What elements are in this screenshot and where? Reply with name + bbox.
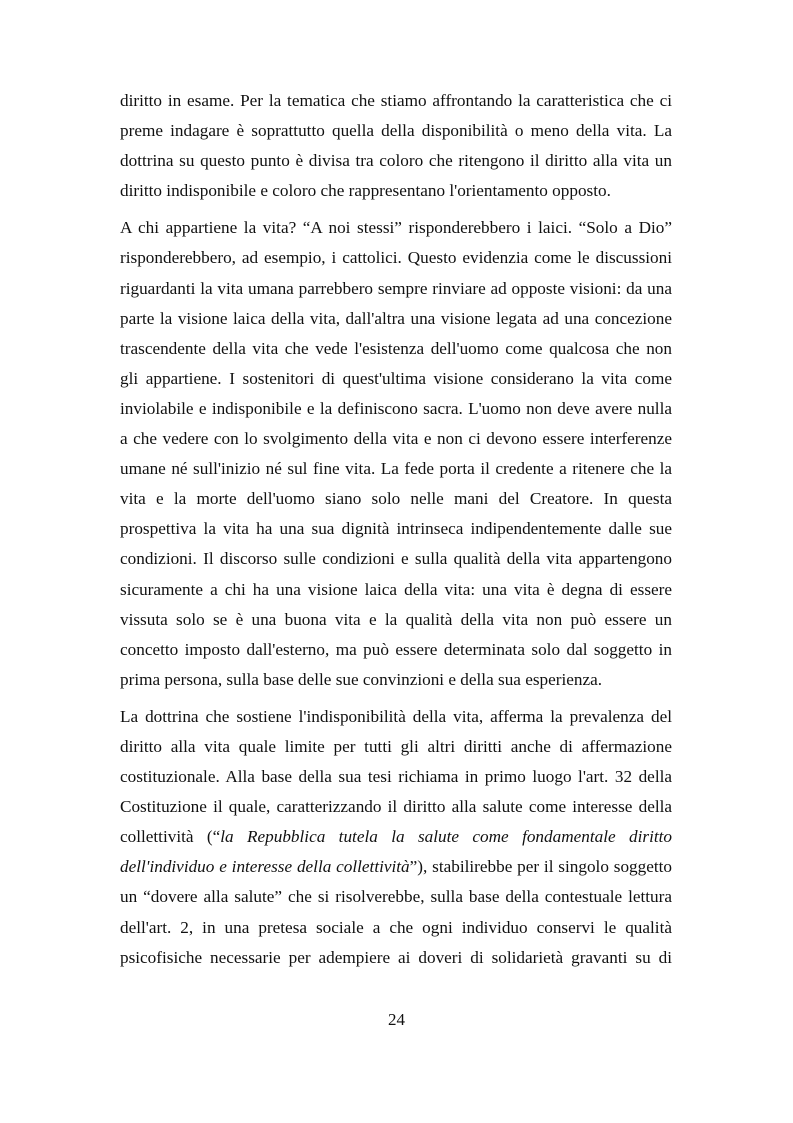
- text-line: costituzionale. Alla base della sua tesi richiama in primo luogo l'art. 32 della: [120, 767, 672, 787]
- text-line: diritto alla vita quale limite per tutti gli altri diritti anche di affermazione: [120, 736, 672, 756]
- text-line: trascendente della vita che vede l'esistenza dell'uomo come qualcosa che non: [120, 338, 672, 358]
- paragraph-2: [120, 213, 672, 695]
- text-line: gli appartiene. I sostenitori di quest'ultima visione considerano la vita come: [120, 368, 672, 388]
- paragraph-1: [120, 86, 672, 206]
- text-fragment: collettività (“: [120, 827, 221, 847]
- text-line: vita e la morte dell'uomo siano solo nelle mani del Creatore. In questa: [120, 489, 672, 509]
- text-line: parte la visione laica della vita, dall'altra una visione legata ad una concezione: [120, 308, 672, 328]
- text-line-with-quote: [120, 822, 672, 852]
- text-line: condizioni. Il discorso sulle condizioni e sulla qualità della vita appartengono: [120, 549, 672, 569]
- text-line: vissuta solo se è una buona vita e la qualità della vita non può essere un: [120, 609, 672, 629]
- page-number: 24: [388, 1010, 405, 1029]
- text-line: diritto in esame. Per la tematica che stiamo affrontando la caratteristica che ci: [120, 91, 672, 110]
- text-line: Costituzione il quale, caratterizzando il diritto alla salute come interesse della: [120, 797, 672, 817]
- text-line: riguardanti la vita umana parrebbero sempre rinviare ad opposte visioni: da una: [120, 278, 672, 298]
- text-line: diritto indisponibile e coloro che rappresentano l'orientamento opposto.: [120, 181, 611, 201]
- text-line: La dottrina che sostiene l'indisponibilità della vita, afferma la prevalenza del: [120, 706, 672, 726]
- page-body: [120, 86, 672, 980]
- text-line: dell'art. 2, in una pretesa sociale a che ogni individuo conservi le qualità: [120, 917, 672, 937]
- text-line: concetto imposto dall'esterno, ma può essere determinata solo dal soggetto in: [120, 639, 672, 659]
- text-line: prospettiva la vita ha una sua dignità intrinseca indipendentemente dalle sue: [120, 519, 672, 539]
- text-fragment: ”), stabilirebbe per il singolo soggetto: [409, 857, 672, 877]
- text-line: un “dovere alla salute” che si risolverebbe, sulla base della contestuale lettura: [120, 887, 672, 907]
- text-line: psicofisiche necessarie per adempiere ai doveri di solidarietà gravanti su di: [120, 947, 672, 967]
- text-line: preme indagare è soprattutto quella della disponibilità o meno della vita. La: [120, 121, 672, 141]
- text-line: prima persona, sulla base delle sue convinzioni e della sua esperienza.: [120, 669, 603, 689]
- text-line: sicuramente a chi ha una visione laica della vita: una vita è degna di essere: [120, 579, 672, 599]
- text-line: a che vedere con lo svolgimento della vita e non ci devono essere interferenze: [120, 429, 672, 449]
- text-line: risponderebbero, ad esempio, i cattolici. Questo evidenzia come le discussioni: [120, 248, 672, 268]
- paragraph-3: [120, 702, 672, 973]
- text-line: A chi appartiene la vita? “A noi stessi” risponderebbero i laici. “Solo a Dio”: [120, 218, 672, 238]
- text-line: dottrina su questo punto è divisa tra coloro che ritengono il diritto alla vita un: [120, 151, 672, 171]
- text-line-with-quote: [120, 852, 672, 882]
- text-line: umane né sull'inizio né sul fine vita. La fede porta il credente a ritenere che la: [120, 459, 672, 479]
- quoted-italic-text: dell'individuo e interesse della collettività: [120, 857, 410, 877]
- quoted-italic-text: la Repubblica tutela la salute come fondamentale diritto: [220, 827, 672, 847]
- text-line: inviolabile e indisponibile e la definiscono sacra. L'uomo non deve avere nulla: [120, 398, 672, 418]
